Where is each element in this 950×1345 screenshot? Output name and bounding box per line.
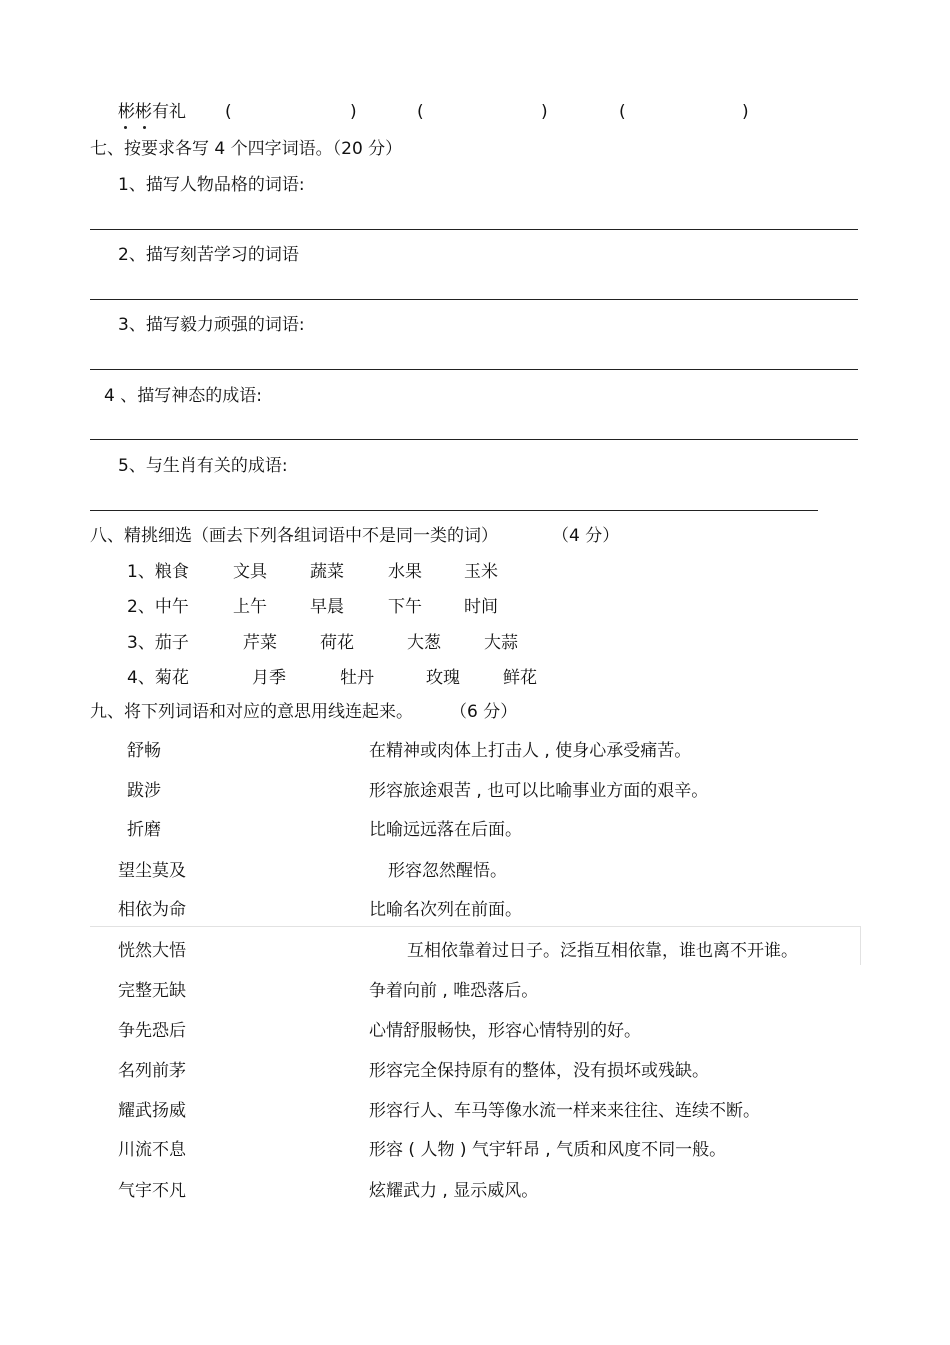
group3-word1: 3、茄子: [127, 633, 189, 653]
match-word-6: 恍然大悟: [118, 941, 186, 961]
match-word-9: 名列前茅: [118, 1061, 186, 1081]
section7-item-1: 1、描写人物品格的词语:: [118, 175, 305, 195]
group4-word5: 鲜花: [503, 668, 537, 688]
match-meaning-12: 炫耀武力 , 显示威风。: [369, 1181, 539, 1201]
group3-word4: 大葱: [407, 633, 441, 653]
match-word-12: 气宇不凡: [118, 1181, 186, 1201]
group1-word5: 玉米: [464, 562, 498, 582]
match-word-11: 川流不息: [118, 1140, 186, 1160]
match-meaning-10: 形容行人、车马等像水流一样来来往往、连续不断。: [369, 1101, 760, 1121]
group4-word3: 牡丹: [340, 668, 374, 688]
group4-word4: 玫瑰: [426, 668, 460, 688]
match-word-4: 望尘莫及: [118, 861, 186, 881]
group1-word3: 蔬菜: [310, 562, 344, 582]
match-meaning-4: 形容忽然醒悟。: [388, 861, 507, 881]
group4-word1: 4、菊花: [127, 668, 189, 688]
paren-close-3: ): [742, 102, 749, 122]
match-meaning-2: 形容旅途艰苦 , 也可以比喻事业方面的艰辛。: [369, 781, 709, 801]
group2-word3: 早晨: [310, 597, 344, 617]
section8-score: （4 分）: [552, 526, 620, 546]
answer-line-3: [90, 369, 858, 370]
match-word-3: 折磨: [127, 820, 161, 840]
paren-open-3: (: [619, 102, 626, 122]
group1-word4: 水果: [388, 562, 422, 582]
section7-title: 七、按要求各写 4 个四字词语。（20 分）: [90, 139, 403, 159]
match-meaning-9: 形容完全保持原有的整体，没有损坏或残缺。: [369, 1061, 709, 1081]
section9-title: 九、将下列词语和对应的意思用线连起来。: [90, 702, 413, 722]
group3-word5: 大蒜: [484, 633, 518, 653]
match-meaning-7: 争着向前 , 唯恐落后。: [369, 981, 539, 1001]
match-meaning-5: 比喻名次列在前面。: [369, 900, 522, 920]
match-meaning-11: 形容 ( 人物 ) 气宇轩昂 , 气质和风度不同一般。: [369, 1140, 727, 1160]
group4-word2: 月季: [252, 668, 286, 688]
match-meaning-1: 在精神或肉体上打击人 , 使身心承受痛苦。: [369, 741, 692, 761]
group2-word4: 下午: [388, 597, 422, 617]
match-meaning-6: 互相依靠着过日子。泛指互相依靠，谁也离不开谁。: [407, 941, 798, 961]
paren-open-2: (: [417, 102, 424, 122]
group2-word2: 上午: [233, 597, 267, 617]
group1-word1: 1、粮食: [127, 562, 189, 582]
paren-open-1: (: [225, 102, 232, 122]
answer-line-2: [90, 299, 858, 300]
paren-close-1: ): [350, 102, 357, 122]
section7-item-5: 5、与生肖有关的成语:: [118, 456, 288, 476]
group3-word2: 芹菜: [243, 633, 277, 653]
section7-item-3: 3、描写毅力顽强的词语:: [118, 315, 305, 335]
section8-title: 八、精挑细选（画去下列各组词语中不是同一类的词）: [90, 526, 498, 546]
emphasis-dot: [143, 126, 146, 129]
group2-word5: 时间: [464, 597, 498, 617]
section7-item-4: 4 、描写神态的成语:: [104, 386, 262, 406]
paren-close-2: ): [541, 102, 548, 122]
group2-word1: 2、中午: [127, 597, 189, 617]
match-word-10: 耀武扬威: [118, 1101, 186, 1121]
answer-line-1: [90, 229, 858, 230]
answer-line-5: [90, 510, 818, 511]
match-word-7: 完整无缺: [118, 981, 186, 1001]
match-word-8: 争先恐后: [118, 1021, 186, 1041]
match-meaning-8: 心情舒服畅快，形容心情特别的好。: [369, 1021, 641, 1041]
match-word-1: 舒畅: [127, 741, 161, 761]
match-word-5: 相依为命: [118, 900, 186, 920]
section9-score: （6 分）: [450, 702, 518, 722]
match-word-2: 跋涉: [127, 781, 161, 801]
group1-word2: 文具: [233, 562, 267, 582]
emphasis-dot: [124, 126, 127, 129]
match-meaning-3: 比喻远远落在后面。: [369, 820, 522, 840]
word-binbin-youli: 彬彬有礼: [118, 102, 186, 122]
section7-item-2: 2、描写刻苦学习的词语: [118, 245, 299, 265]
group3-word3: 荷花: [320, 633, 354, 653]
answer-line-4: [90, 439, 858, 440]
